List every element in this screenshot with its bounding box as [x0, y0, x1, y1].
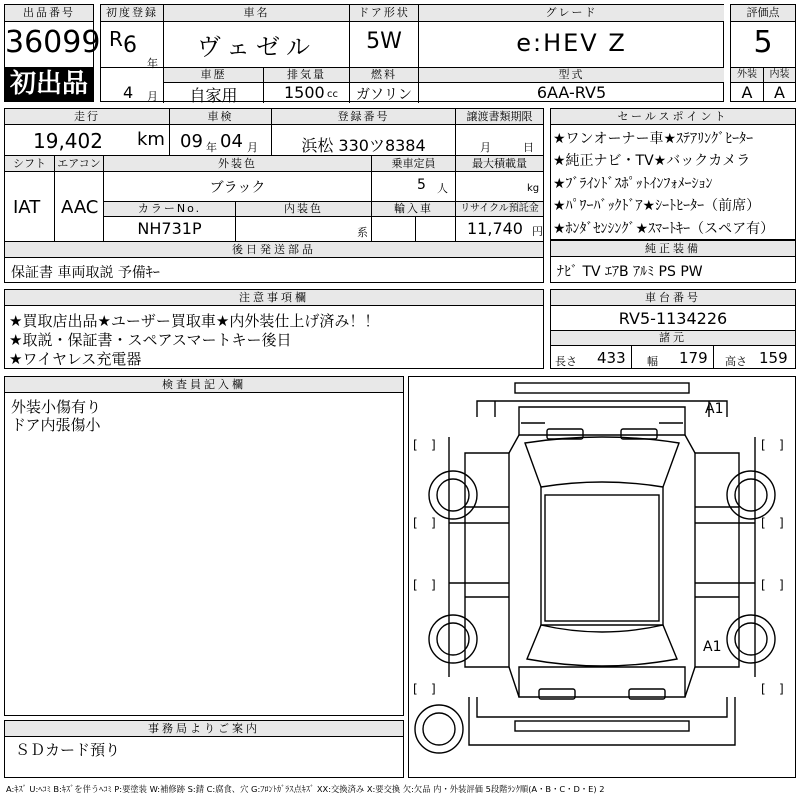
caution-line-2: ★取説・保証書・スペアスマートキー後日 — [9, 331, 292, 349]
int-label: 内装 — [764, 68, 795, 83]
first-listing-badge: 初出品 — [5, 67, 93, 101]
grade-label: グレード — [419, 5, 724, 22]
lot-number: 36099 — [5, 25, 101, 60]
displacement-label: 排気量 — [264, 68, 349, 83]
displacement-unit: cc — [327, 89, 338, 100]
fuel-label: 燃料 — [350, 68, 418, 83]
history: 自家用 — [189, 86, 238, 105]
inspector-title: 検査員記入欄 — [5, 377, 403, 393]
interior-color-unit: 系 — [357, 226, 368, 239]
svg-text:[: [ — [761, 682, 766, 696]
equipment-title: 純正装備 — [551, 241, 795, 257]
inspector-line-1: 外装小傷有り — [11, 398, 102, 416]
import-label: 輸入車 — [372, 202, 455, 217]
svg-text:]: ] — [779, 682, 784, 696]
sales-point-2: ★純正ナビ・TV★バックカメラ — [553, 153, 751, 169]
svg-text:]: ] — [779, 516, 784, 530]
sales-point-5: ★ﾎﾝﾀﾞｾﾝｼﾝｸﾞ★ｽﾏｰﾄｷｰ（スペア有） — [553, 221, 775, 237]
ac-label: エアコン — [55, 156, 103, 172]
score-value: 5 — [753, 25, 773, 60]
shift: IAT — [13, 197, 41, 218]
sales-points-title: セールスポイント — [551, 109, 795, 125]
delivery-title: 後日発送部品 — [5, 242, 543, 257]
chassis-number: RV5-1134226 — [618, 309, 728, 328]
insp-month: 04 — [220, 131, 243, 152]
svg-text:[: [ — [761, 516, 766, 530]
office-content: ＳＤカード預り — [15, 741, 121, 759]
length-value: 433 — [597, 349, 626, 367]
car-name: ヴェゼル — [196, 33, 317, 61]
inspector-line-2: ドア内張傷小 — [11, 416, 101, 434]
svg-text:]: ] — [431, 578, 436, 592]
plate-number: 浜松 330ツ8384 — [301, 136, 426, 155]
capacity-label: 乗車定員 — [372, 156, 455, 172]
svg-text:]: ] — [779, 578, 784, 592]
car-name-label: 車名 — [164, 5, 349, 22]
caution-line-1: ★買取店出品★ユーザー買取車★内外装仕上げ済み！！ — [9, 312, 380, 330]
svg-text:[: [ — [413, 578, 418, 592]
first-reg-label: 初度登録 — [101, 5, 163, 22]
transfer-day: 日 — [523, 141, 534, 154]
car-outline-diagram — [409, 377, 795, 777]
caution-title: 注意事項欄 — [5, 290, 543, 306]
mileage: 19,402 — [33, 129, 103, 153]
ext-grade: A — [741, 83, 753, 102]
caution-line-3: ★ワイヤレス充電器 — [9, 350, 142, 368]
svg-text:]: ] — [431, 682, 436, 696]
score-box — [730, 4, 796, 102]
car-diagram — [408, 376, 796, 778]
score-label: 評価点 — [731, 5, 795, 22]
delivery-content: 保証書 車両取説 予備ｷｰ — [11, 265, 160, 281]
mileage-label: 走行 — [5, 109, 169, 125]
chassis-title: 車台番号 — [551, 290, 795, 306]
equipment-box — [550, 240, 796, 283]
transfer-label: 譲渡書類期限 — [456, 109, 543, 125]
spec-block — [4, 108, 544, 258]
max-load-unit: kg — [527, 183, 540, 194]
exterior-color-label: 外装色 — [104, 156, 371, 172]
fuel: ガソリン — [356, 87, 412, 103]
length-label: 長さ — [555, 355, 577, 368]
year-num: 6 — [123, 33, 137, 58]
history-label: 車歴 — [164, 68, 263, 83]
capacity: 5 — [417, 177, 426, 193]
caution-box — [4, 289, 544, 369]
svg-text:]: ] — [431, 438, 436, 452]
damage-mark-rear-right: A1 — [703, 639, 722, 655]
lot-box — [4, 4, 101, 102]
svg-text:]: ] — [779, 438, 784, 452]
era: R — [109, 27, 123, 51]
max-load-label: 最大積載量 — [456, 156, 543, 172]
displacement: 1500 — [284, 83, 325, 102]
year-unit: 年 — [147, 57, 158, 70]
chassis-box — [550, 289, 796, 369]
door-type: 5W — [366, 29, 402, 54]
dimensions-title: 諸元 — [551, 330, 795, 346]
insp-year: 09 — [180, 131, 203, 152]
plate-label: 登録番号 — [272, 109, 455, 125]
ext-label: 外装 — [731, 68, 763, 83]
model-label: 型式 — [419, 68, 724, 83]
insp-year-unit: 年 — [206, 141, 217, 154]
exterior-color: ブラック — [209, 180, 266, 196]
equipment-content: ﾅﾋﾞ TV ｴｱB ｱﾙﾐ PS PW — [557, 264, 703, 280]
inspector-box — [4, 376, 404, 716]
recycle-label: リサイクル預託金 — [456, 202, 543, 217]
recycle-unit: 円 — [532, 225, 543, 238]
ac: AAC — [61, 197, 99, 218]
sales-point-3: ★ﾌﾞﾗｲﾝﾄﾞｽﾎﾟｯﾄｲﾝﾌｫﾒｰｼｮﾝ — [553, 176, 713, 192]
office-box — [4, 720, 404, 778]
legend: A:ｷｽﾞ U:ﾍｺﾐ B:ｷｽﾞを伴うﾍｺﾐ P:要塗装 W:補修跡 S:錆 C:腐食、穴 G:ﾌﾛﾝﾄｶﾞﾗｽ点ｷｽﾞ XX:交換済み X:要交換 欠:欠品 内・外装評価 5段階ﾗﾝｸ順(A・B・C・D・E) 2 — [6, 784, 605, 794]
door-label: ドア形状 — [350, 5, 418, 22]
color-no: NH731P — [137, 219, 202, 238]
width-value: 179 — [679, 349, 708, 367]
shift-label: シフト — [5, 156, 54, 172]
svg-text:[: [ — [413, 516, 418, 530]
svg-text:[: [ — [761, 578, 766, 592]
sales-point-4: ★ﾊﾟﾜｰﾊﾞｯｸﾄﾞｱ★ｼｰﾄﾋｰﾀｰ（前席） — [553, 198, 761, 214]
lot-label: 出品番号 — [5, 5, 93, 22]
office-title: 事務局よりご案内 — [5, 721, 403, 737]
sales-points-box — [550, 108, 796, 240]
month-unit: 月 — [147, 90, 158, 103]
mileage-unit: km — [137, 129, 165, 150]
grade: e:HEV Z — [516, 29, 627, 57]
month-num: 4 — [123, 83, 134, 102]
transfer-month: 月 — [480, 141, 491, 154]
height-label: 高さ — [725, 355, 747, 368]
svg-text:[: [ — [413, 438, 418, 452]
sales-point-1: ★ワンオーナー車★ｽﾃｱﾘﾝｸﾞﾋｰﾀｰ — [553, 131, 754, 147]
color-no-label: カラーNo. — [104, 202, 235, 217]
svg-text:[: [ — [413, 682, 418, 696]
model: 6AA-RV5 — [536, 83, 607, 102]
width-label: 幅 — [647, 355, 658, 368]
interior-color-label: 内装色 — [236, 202, 371, 217]
damage-mark-front-right: A1 — [705, 401, 724, 417]
delivery-box — [4, 257, 544, 283]
recycle-amount: 11,740 — [467, 219, 523, 238]
capacity-unit: 人 — [437, 182, 448, 195]
inspection-label: 車検 — [170, 109, 271, 125]
header-block — [100, 4, 724, 105]
insp-month-unit: 月 — [247, 141, 258, 154]
svg-text:[: [ — [761, 438, 766, 452]
int-grade: A — [774, 83, 785, 102]
height-value: 159 — [759, 349, 788, 367]
svg-text:]: ] — [431, 516, 436, 530]
